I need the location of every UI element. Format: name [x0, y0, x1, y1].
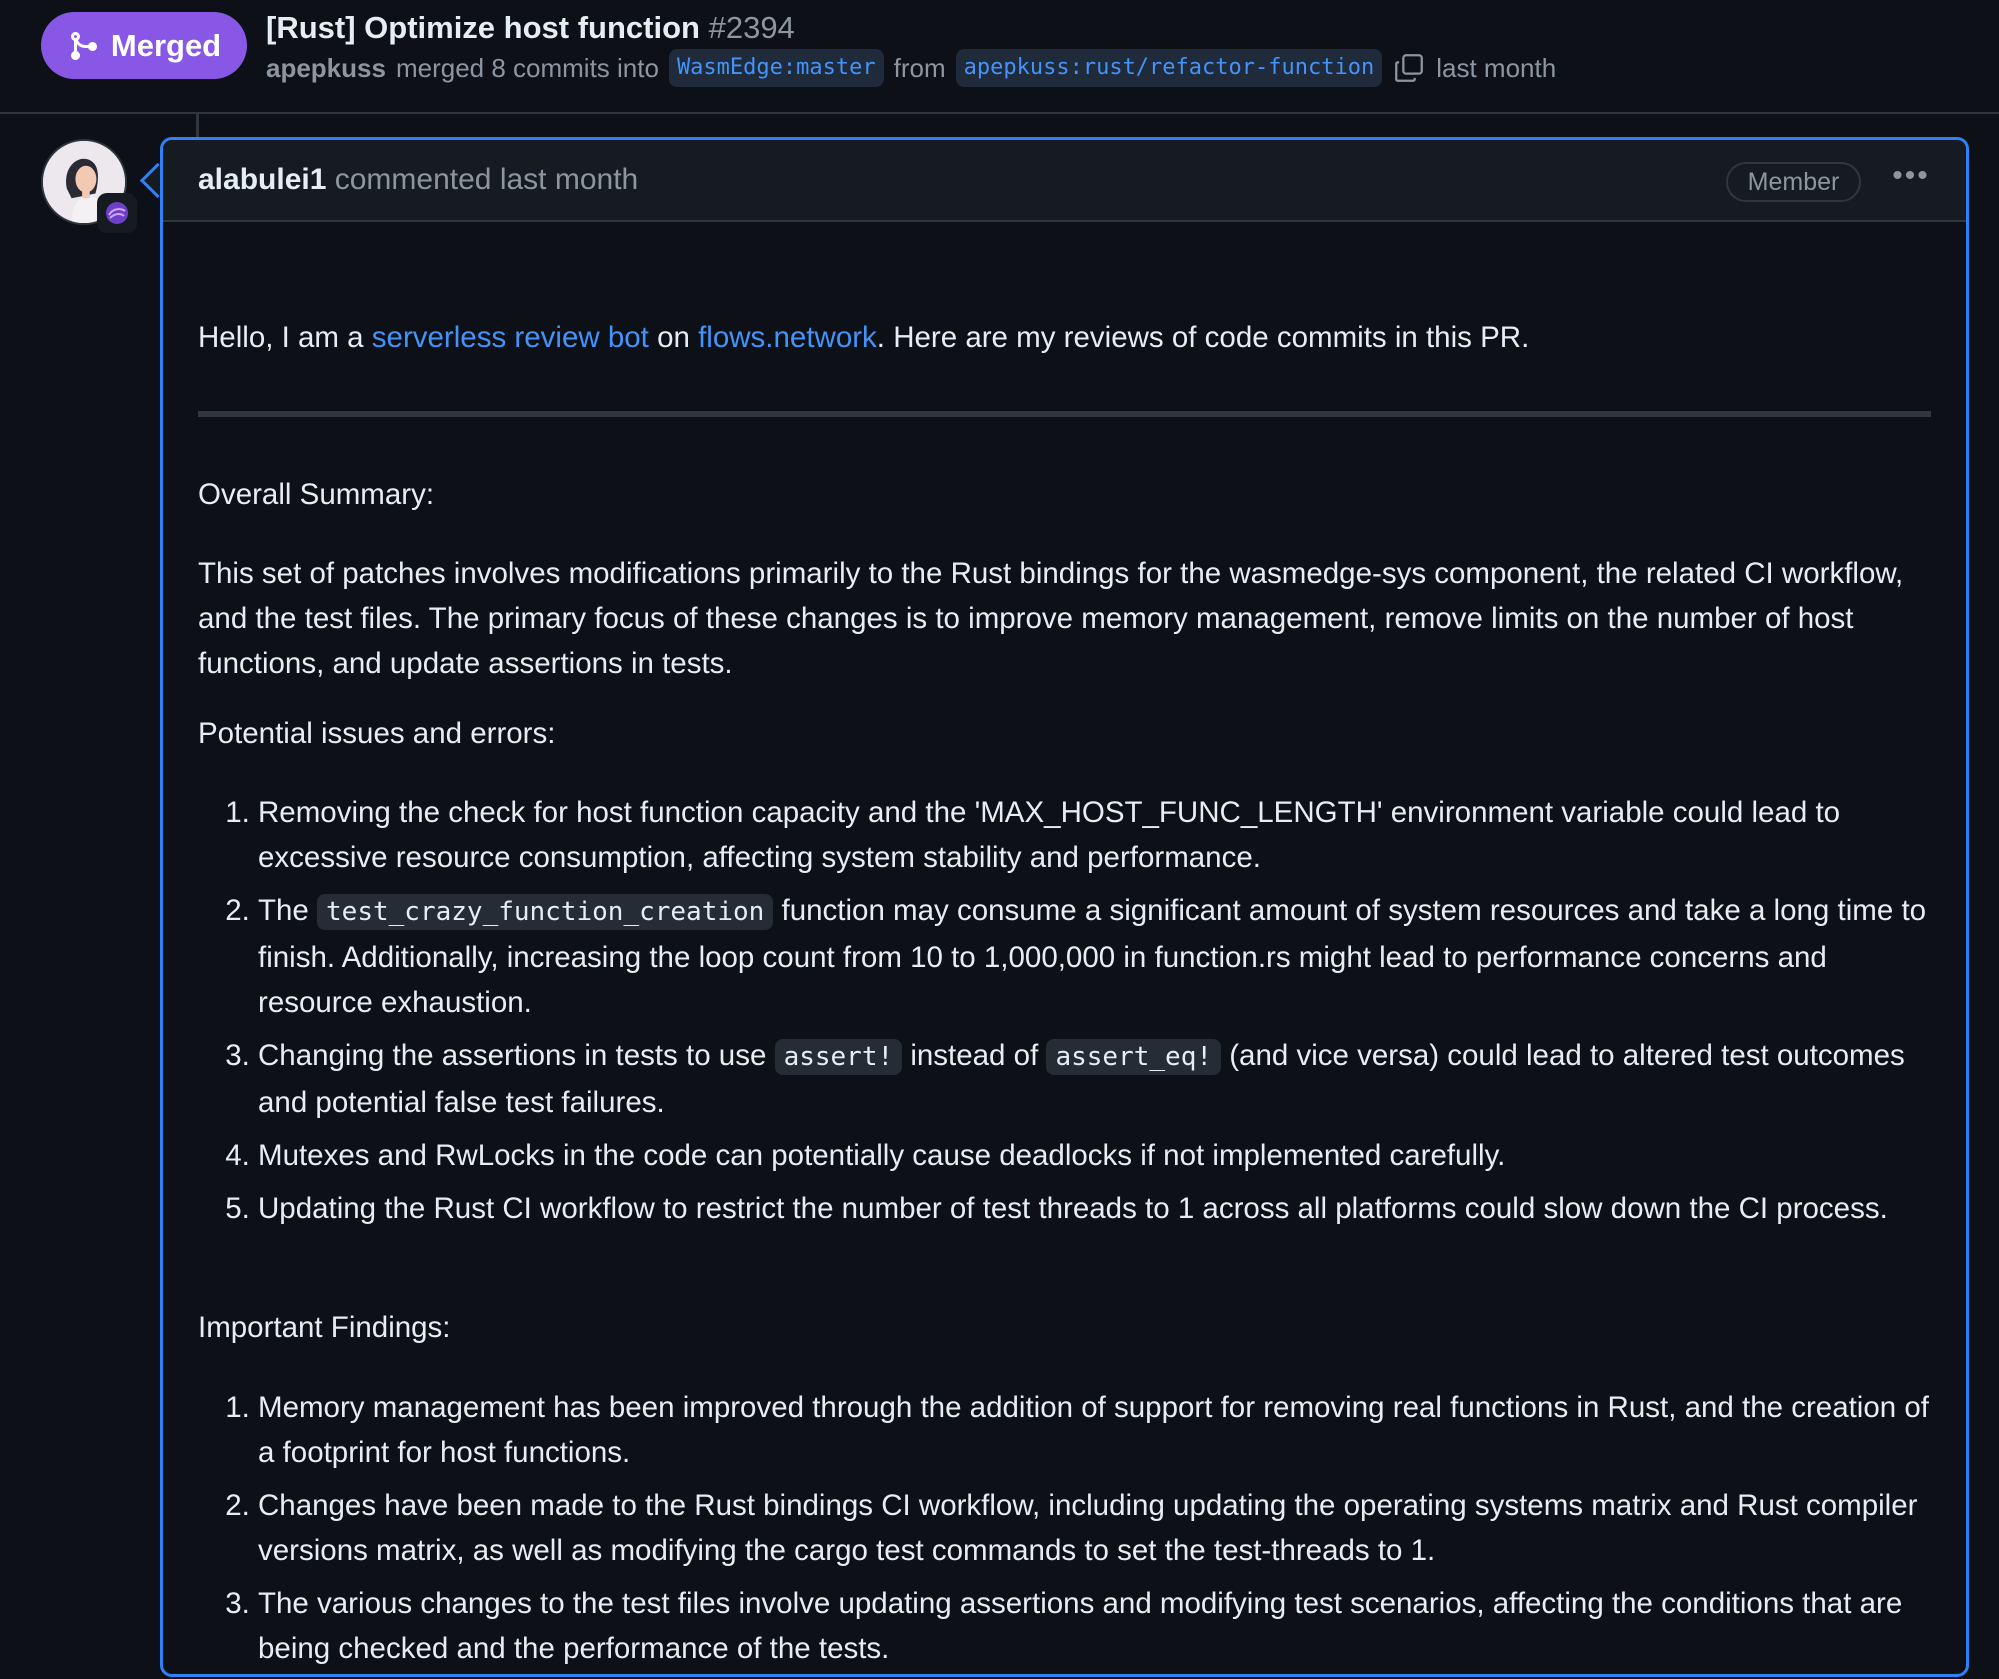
finding-item: 3. The various changes to the test files involve updating assertions and modifying test scenarios, affecting the conditions that are being checked and the performance of the tests. [258, 1581, 1933, 1671]
issues-list [198, 790, 1933, 1231]
flows-network-link[interactable]: flows.network [698, 321, 877, 354]
horizontal-rule [198, 411, 1931, 417]
findings-list [198, 1385, 1933, 1671]
issue-item [258, 1033, 1933, 1125]
comment-author[interactable]: alabulei1 [198, 163, 327, 196]
issues-heading: Potential issues and errors: [198, 717, 556, 750]
inline-code: test_crazy_function_creation [317, 894, 773, 930]
issue-item [258, 888, 1933, 1025]
issue-2-text-pre: The [258, 894, 318, 927]
merger-username[interactable]: apepkuss [266, 53, 386, 83]
issues-list-wrapper [198, 790, 1933, 1239]
pr-title-text: [Rust] Optimize host function [266, 10, 700, 45]
issue-3-text-mid: instead of [902, 1039, 1047, 1072]
comment-header [163, 140, 1966, 222]
pr-meta [266, 48, 1556, 88]
copy-icon[interactable] [1392, 51, 1426, 85]
bot-badge-icon [103, 199, 131, 227]
issue-5-text: Updating the Rust CI workflow to restrict the number of test threads to 1 across all platforms could slow down the CI process. [258, 1192, 1888, 1225]
issue-2-text-post: function may consume a significant amount of system resources and take a long time to finish. Additionally, increasing the loop count from 10 to 1,000,000 in function.rs might lead to performance concerns and resource exhaustion. [258, 894, 1927, 1019]
pr-title [266, 6, 795, 50]
intro-paragraph [198, 315, 1529, 360]
issue-4-text: Mutexes and RwLocks in the code can potentially cause deadlocks if not implemented carefully. [258, 1139, 1506, 1172]
issue-item [258, 1186, 1933, 1231]
pr-number: #2394 [708, 10, 795, 45]
bot-badge [97, 193, 137, 233]
summary-heading: Overall Summary: [198, 478, 435, 511]
merged-status-label: Merged [110, 27, 222, 63]
inline-code: assert_eq! [1046, 1039, 1221, 1075]
summary-paragraph: This set of patches involves modifications primarily to the Rust bindings for the wasmedge-sys component, the related CI workflow, and the test files. The primary focus of these changes is to improve memory management, remove limits on the number of host functions, and update assertions in tests. [198, 557, 1904, 680]
issue-1-text: Removing the check for host function capacity and the 'MAX_HOST_FUNC_LENGTH' environment variable could lead to excessive resource consumption, affecting system stability and performance. [258, 796, 1841, 874]
intro-text-pre: Hello, I am a [198, 321, 372, 354]
issue-item [258, 790, 1933, 880]
findings-list-wrapper [198, 1385, 1933, 1679]
merged-commits-text: merged 8 commits into [395, 53, 659, 83]
pr-header [0, 0, 1999, 114]
serverless-review-bot-link[interactable]: serverless review bot [371, 321, 649, 354]
merged-status-badge[interactable] [41, 12, 247, 79]
inline-code: assert! [775, 1039, 903, 1075]
git-merge-icon [67, 30, 99, 62]
finding-item: 1. Memory management has been improved through the addition of support for removing real functions in Rust, and the creation of a footprint for host functions. [258, 1385, 1933, 1475]
base-branch[interactable]: WasmEdge:master [669, 49, 884, 87]
intro-text-mid: on [648, 321, 699, 354]
finding-item: 2. Changes have been made to the Rust bindings CI workflow, including updating the operating systems matrix and Rust compiler versions matrix, as well as modifying the cargo test commands to set the test-threads to 1. [258, 1483, 1933, 1573]
from-text: from [893, 53, 946, 83]
member-role-badge: Member [1726, 162, 1861, 202]
issue-3-text-post: (and vice versa) could lead to altered test outcomes and potential false test failures. [258, 1039, 1905, 1119]
findings-heading: Important Findings: [198, 1311, 451, 1344]
more-options-icon[interactable]: ••• [1892, 159, 1930, 192]
head-branch[interactable]: apepkuss:rust/refactor-function [956, 49, 1383, 87]
merge-time[interactable]: last month [1436, 53, 1557, 83]
comment-card [160, 137, 1969, 1677]
issue-item [258, 1133, 1933, 1178]
issue-3-text-pre: Changing the assertions in tests to use [258, 1039, 775, 1072]
comment-author-line [198, 160, 638, 200]
intro-text-post: . Here are my reviews of code commits in this PR. [876, 321, 1530, 354]
comment-action[interactable]: commented last month [334, 163, 639, 196]
